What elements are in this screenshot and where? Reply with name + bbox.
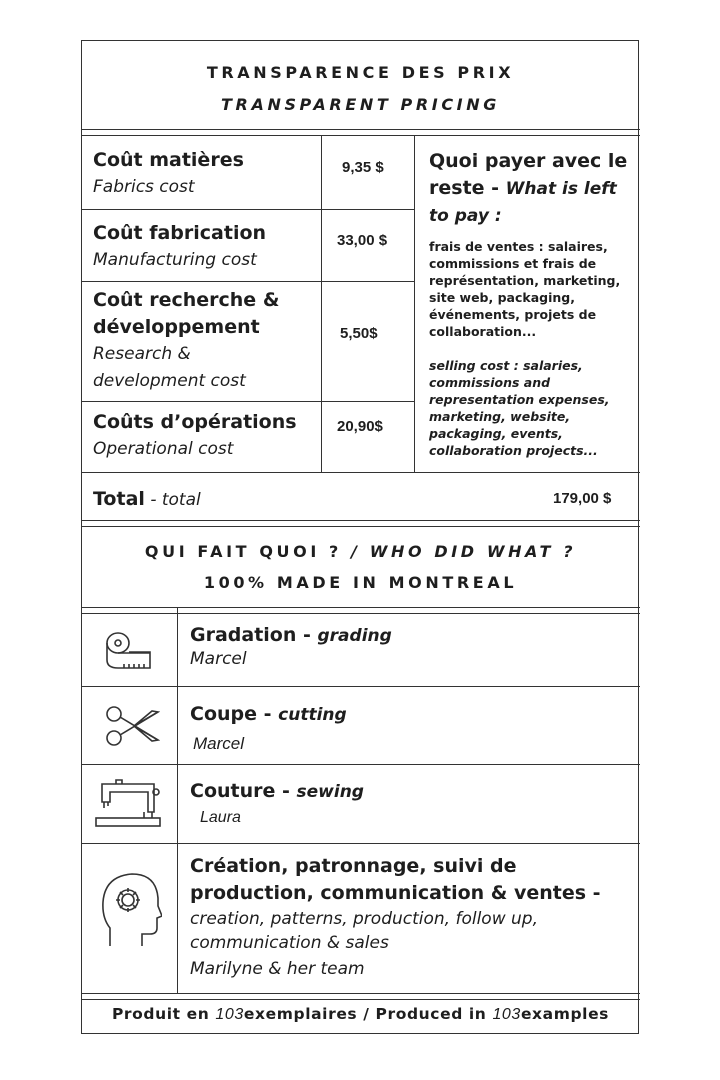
cost-row-manufacturing [93,220,266,274]
divider [81,607,640,608]
rest-title-en: to pay : [429,206,502,226]
divider [81,472,640,473]
head-gear-icon [100,870,162,950]
title-fr: TRANSPARENCE DES PRIX [206,63,515,82]
person-name: Marcel [193,734,245,753]
divider [81,686,640,687]
scissors-icon [104,704,160,748]
cost-row-fabrics [93,147,244,201]
divider [81,613,640,614]
rest-description-fr: frais de ventes : salaires, commissions et frais de représentation, marketing, site web, packaging, événements, projets de collaboration... [429,239,621,339]
column-divider [177,607,178,993]
cost-row-research [93,287,279,395]
divider [81,135,640,136]
role-creation: Création, patronnage, suivi de production, communication & ventes - creation, patterns, production, follow up, communication & sales Marilyne & her team [190,855,601,979]
rest-description-en: selling cost : salaries, commissions and representation expenses, marketing, website, packaging, events, collaboration projects... [429,358,610,458]
cost-value: 5,50$ [340,325,378,342]
role-grading: Gradation - grading Marcel [190,624,392,669]
person-name: Marcel [190,649,247,669]
column-divider [321,136,322,472]
cost-value: 9,35 $ [342,159,384,176]
divider [81,520,640,521]
rest-title: Quoi payer avec le [429,150,628,172]
cost-row-operations [93,409,297,463]
cost-label-fr: Coûts d’opérations [93,411,297,433]
cost-value: 20,90$ [337,418,383,435]
total-label: Total - total [93,488,201,510]
cost-label-en: Operational cost [93,439,234,459]
divider [81,764,640,765]
cost-label-en: development cost [93,371,246,391]
column-divider [414,136,415,472]
cost-label-fr: Coût recherche & [93,289,280,311]
who-title: QUI FAIT QUOI ? / WHO DID WHAT ? [144,542,577,561]
row-divider [81,401,415,402]
row-divider [81,209,415,210]
cost-label-fr: Coût fabrication [93,222,267,244]
rest-title: reste - What is left [429,177,617,199]
total-value: 179,00 $ [553,490,612,507]
cost-label-fr: Coût matières [93,149,244,171]
role-cutting: Coupe - cutting Marcel [190,703,347,753]
person-name: Marilyne & her team [190,959,365,979]
rest-to-pay [429,148,629,459]
measuring-tape-icon [104,630,156,670]
person-name: Laura [200,809,241,826]
cost-value: 33,00 $ [337,232,388,249]
title-en: TRANSPARENT PRICING [221,95,500,114]
divider [81,843,640,844]
cost-label-en: Manufacturing cost [93,250,257,270]
role-sewing: Couture - sewing Laura [190,780,364,826]
row-divider [81,281,415,282]
divider [81,526,640,527]
divider [81,129,640,130]
cost-label-en: Fabrics cost [93,177,195,197]
production-count: Produit en 103exemplaires / Produced in 103examples [111,1005,610,1023]
divider [81,999,640,1000]
divider [81,993,640,994]
sewing-machine-icon [94,778,162,830]
made-in-montreal: 100% MADE IN MONTREAL [203,573,518,592]
cost-label-fr: développement [93,316,260,338]
cost-label-en: Research & [93,344,191,364]
